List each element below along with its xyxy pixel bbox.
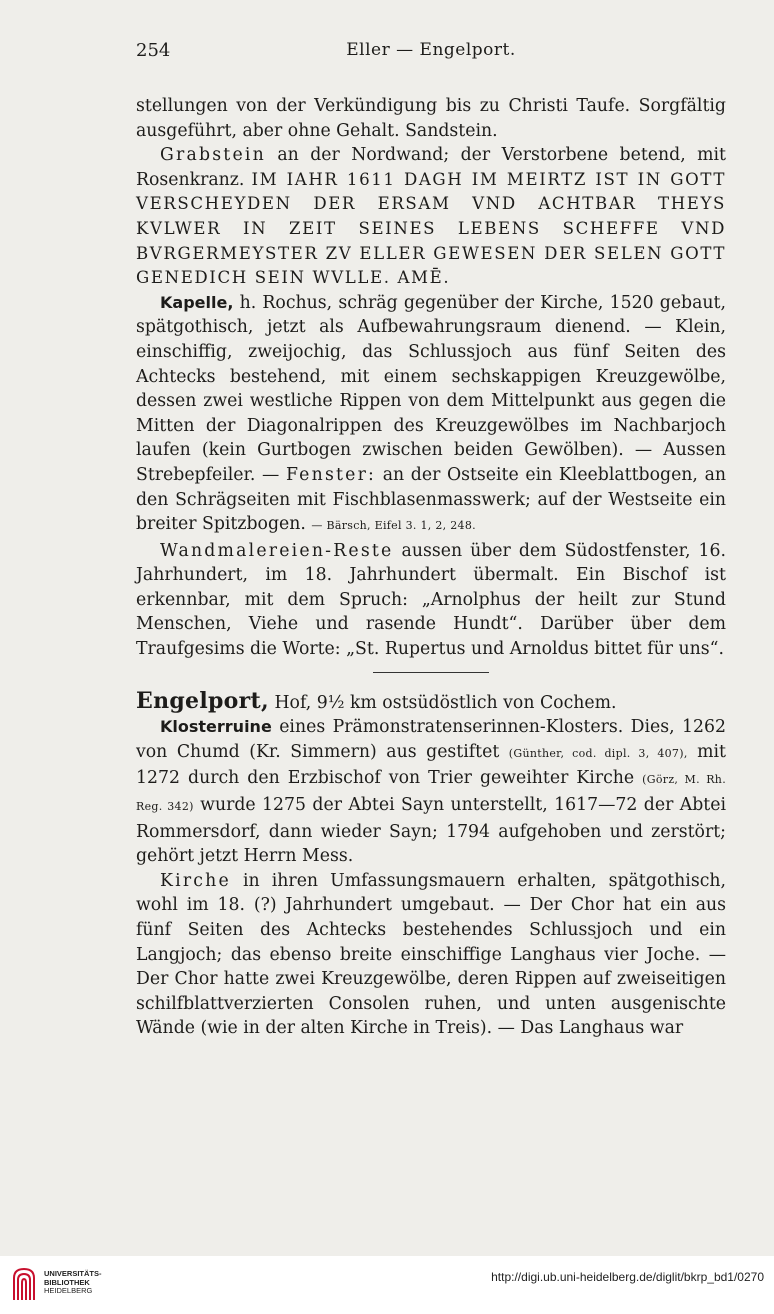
page-header [136,40,726,70]
paragraph-lead: Klosterruine [160,717,272,737]
paragraph-text: an der Ostseite ein Kleeblattbogen, an den Schrägseiten mit Fischblasenmasswerk; auf der Westseite ein breiter Spitzbogen. [136,464,726,535]
page-number: 254 [136,40,171,61]
paragraph-text: mit 1272 durch den Erzbischof von Trier geweihter Kirche [136,741,727,789]
institution-line: UNIVERSITÄTS- [44,1269,102,1278]
body-text [136,94,726,1041]
institution-line: HEIDELBERG [44,1286,93,1295]
paragraph-engelport [136,689,726,716]
paragraph-lead: Kapelle, [160,292,234,312]
paragraph-text: eines Prämonstratenserinnen-Klosters. Dies, 1262 von Chumd (Kr. Simmern) aus gestiftet [136,717,726,762]
ub-heidelberg-logo-icon [10,1266,38,1302]
paragraph-lead: Grabstein [160,145,266,166]
paragraph [136,94,726,143]
paragraph-text: an der Nordwand; der Verstorbene betend, mit Rosenkranz. [136,145,726,190]
paragraph-wandmalereien [136,539,726,662]
inscription-text: IM IAHR 1611 DAGH IM MEIRTZ IST IN GOTT VERSCHEYDEN DER ERSAM VND ACHTBAR THEYS KVLWER IN ZEIT SEINES LEBENS SCHEFFE VND BVRGERMEYSTER ZV ELLER GEWESEN DER SELEN GOTT GENEDICH SEIN WVLLE. AMĒ. [136,169,726,288]
section-divider [373,672,489,673]
paragraph-text: h. Rochus, schräg gegenüber der Kirche, 1520 gebaut, spätgothisch, jetzt als Aufbewahrungsraum dienend. — Klein, einschiffig, zweijochig, das Schlussjoch aus fünf Seiten des Achtecks bestehend, mit einem sechskappigen Kreuzgewölbe, dessen zwei westliche Rippen von dem Mittelpunkt aus gegen die Mitten der Diagonalrippen des Kreuzgewölbes im Nachbarjoch laufen (kein Gurtbogen zwischen beiden Gewölben). — Aussen Strebepfeiler. — [136,292,726,485]
paragraph-kirche [136,869,726,1041]
institution-name [44,1270,102,1296]
institution-line: BIBLIOTHEK [44,1277,90,1287]
citation: (Günther, cod. dipl. 3, 407), [508,746,688,760]
paragraph-lead: Fenster: [285,464,377,485]
source-url-link[interactable]: http://digi.ub.uni-heidelberg.de/diglit/bkrp_bd1/0270 [491,1270,764,1284]
paragraph-text: stellungen von der Verkündigung bis zu Christi Taufe. Sorgfältig ausgeführt, aber ohne Gehalt. Sandstein. [136,96,726,141]
paragraph-kapelle [136,291,726,539]
paragraph-text: wurde 1275 der Abtei Sayn unterstellt, 1617—72 der Abtei Rommersdorf, dann wieder Sayn; 1794 aufgehoben und zerstört; gehört jetzt Herrn Mess. [136,795,726,867]
section-title: Engelport, [136,687,269,714]
paragraph-text: aussen über dem Südostfenster, 16. Jahrhundert, im 18. Jahrhundert übermalt. Ein Bischof ist erkennbar, mit dem Spruch: „Arnolphus der heilt zur Stund Menschen, Viehe und rasende Hundt“. Darüber über dem Traufgesims die Worte: „St. Rupertus und Arnoldus bittet für uns“. [136,540,726,660]
paragraph-klosterruine [136,715,726,869]
paragraph-lead: Wandmalereien-Reste [160,540,394,561]
paragraph-grabstein [136,143,726,291]
citation: — Bärsch, Eifel 3. 1, 2, 248. [311,519,476,533]
paragraph-text: in ihren Umfassungsmauern erhalten, spätgothisch, wohl im 18. (?) Jahrhundert umgebaut. — Der Chor hat ein aus fünf Seiten des Achtecks bestehendes Schlussjoch und ein Langjoch; das ebenso breite einschiffige Langhaus vier Joche. — Der Chor hatte zwei Kreuzgewölbe, deren Rippen auf zweiseitigen schilfblattverzierten Consolen ruhen, und unten ausgenischte Wände (wie in der alten Kirche in Treis). — Das Langhaus war [136,870,726,1039]
paragraph-lead: Kirche [160,870,231,891]
citation: (Görz, M. Rh. Reg. 342) [136,773,726,814]
footer-bar [0,1256,774,1314]
running-head: Eller — Engelport. [346,40,516,60]
paragraph-text: Hof, 9½ km ostsüdöstlich von Cochem. [268,692,617,713]
